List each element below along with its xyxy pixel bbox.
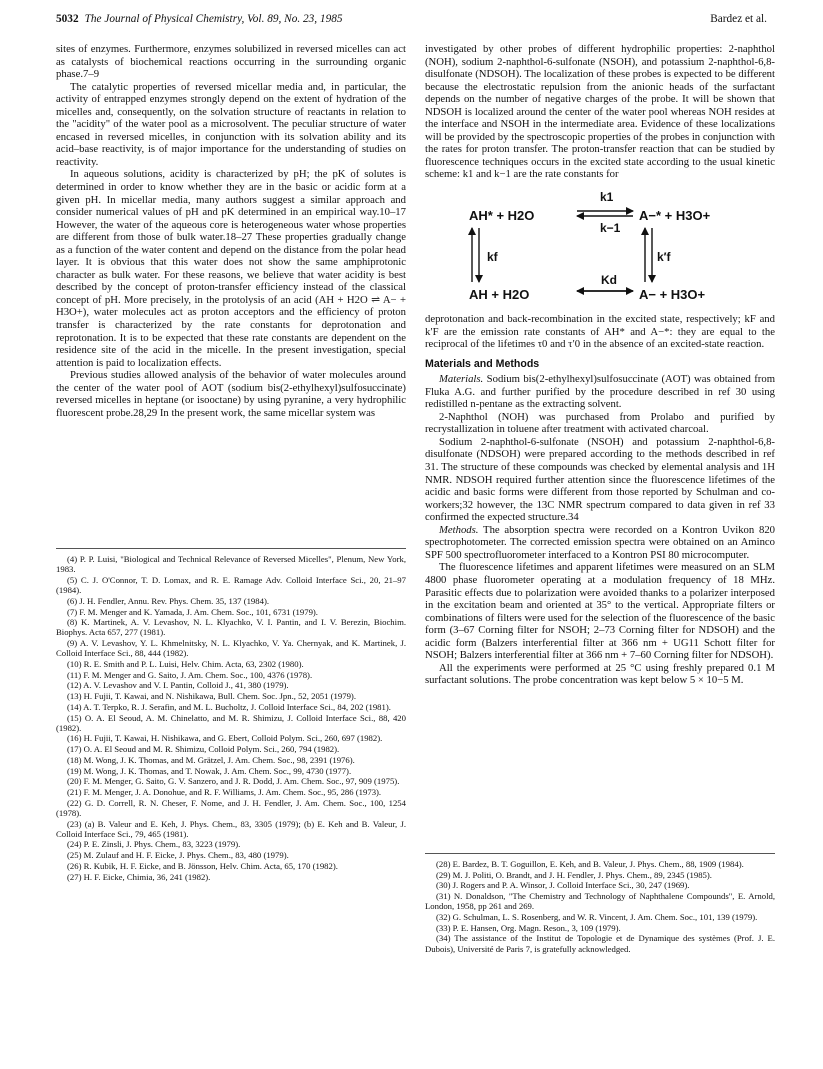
journal-citation: The Journal of Physical Chemistry, Vol. 89, No. 23, 1985 bbox=[84, 13, 343, 25]
reference-item: (23) (a) B. Valeur and E. Keh, J. Phys. Chem., 83, 3305 (1979); (b) E. Keh and B. Valeur, J. Colloid Interface Sci., 79, 465 (1981). bbox=[56, 818, 406, 839]
reference-item: (12) A. V. Levashov and V. I. Pantin, Colloid J., 41, 380 (1979). bbox=[67, 680, 289, 691]
reference-item: (9) A. V. Levashov, Y. L. Khmelnitsky, N. L. Klyachko, V. Ya. Chernyak, and K. Martinek, J. Colloid Interface Sci., 88, 444 (1982). bbox=[56, 638, 406, 659]
header-left bbox=[56, 13, 343, 25]
reference-item: (27) H. F. Eicke, Chimia, 36, 241 (1982). bbox=[67, 871, 211, 882]
reference-item: (5) C. J. O'Connor, T. D. Lomax, and R. E. Ramage Adv. Colloid Interface Sci., 20, 21–97 (1984). bbox=[56, 574, 406, 596]
reference-item: (16) H. Fujii, T. Kawai, H. Nishikawa, and G. Ebert, Colloid Polym. Sci., 260, 697 (1982). bbox=[67, 733, 383, 744]
references-right bbox=[425, 853, 775, 954]
reference-item: (32) G. Schulman, L. S. Rosenberg, and W. R. Vincent, J. Am. Chem. Soc., 101, 139 (1979). bbox=[436, 912, 758, 923]
section-title: Materials and Methods bbox=[425, 357, 540, 370]
reference-item: (31) N. Donaldson, "The Chemistry and Technology of Naphthalene Compounds", E. Arnold, London, 1958, pp 261 and 269. bbox=[425, 891, 775, 912]
equilibrium-constant: Kd bbox=[601, 273, 617, 288]
paragraph: The fluorescence lifetimes and apparent lifetimes were measured on an SLM 4800 phase fluorometer operating at a modulation frequency of 18 MHz. Parasitic effects due to polarization were avoided thanks to a polarizer interposed in the excitation beam and oriented at 35° to the vertical. Appropriate filters or combinations of filters were used for the selection of the fluorescence of the basic form (3–67 Corning filter for NSOH; 2–73 Corning filter for NDSOH) and the acidic form (Balzers interferential filter at 366 nm + UG11 Schott filter for NSOH; Balzers interferential filter at 366 nm + 7–60 Corning filter for NDSOH). bbox=[425, 561, 775, 662]
running-head-authors: Bardez et al. bbox=[710, 13, 767, 25]
right-column bbox=[425, 43, 775, 687]
paragraph: Sodium 2-naphthol-6-sulfonate (NSOH) and potassium 2-naphthol-6,8-disulfonate (NDSOH) were prepared according to the methods described in ref 31. The structure of these compounds was checked by elemental analysis and 1H NMR. NDSOH required further attention since the fluorescence lifetimes of the acidic and basic forms were different from those reported by Schulman and co-workers;32 however, the 13C NMR spectrum compared to data given in ref 33 confirmed the expected structure.34 bbox=[425, 435, 775, 524]
reference-item: (10) R. E. Smith and P. L. Luisi, Helv. Chim. Acta, 63, 2302 (1980). bbox=[67, 659, 304, 670]
paragraph: All the experiments were performed at 25 °C using freshly prepared 0.1 M surfactant solutions. The probe concentration was kept below 5 × 10−5 M. bbox=[425, 661, 775, 687]
reference-item: (17) O. A. El Seoud and M. R. Shimizu, Colloid Polym. Sci., 260, 794 (1982). bbox=[67, 744, 340, 755]
reference-item: (18) M. Wong, J. K. Thomas, and M. Grätzel, J. Am. Chem. Soc., 98, 2391 (1976). bbox=[67, 754, 355, 765]
paragraph bbox=[425, 524, 775, 562]
paragraph: In aqueous solutions, acidity is characterized by pH; the pK of solutes is determined in order to know whether they are in the basic or acidic form at a given pH. In micellar media, many authors suggest a similar approach and consider numerical values of pH and pK determined in an empirical way.10–17 However, the water of the aqueous core is heterogeneous water whose properties are different from those of bulk water.18–27 These properties gradually change as a function of the water content and depend on the distance from the polar head layer. It is obvious that this water does not show the same amphiprotonic character as bulk water. For these reasons, we believe that water acidity is best described by the concept of proton-transfer efficiency instead of the classical concept of pH. More precisely, in the protolysis of an acid (AH + H2O ⇌ A− + H3O+), water molecules act as proton acceptors and the efficiency of proton transfer is characterized by the rate constants for deprotonation and reprotonation. It is to be expected that these rate constants are dependent on the residence site of the acid in the micelle. In the present investigation, special attention is paid to localization effects. bbox=[56, 168, 406, 369]
reference-item: (8) K. Martinek, A. V. Levashov, N. L. Klyachko, V. I. Pantin, and I. V. Berezin, Biochim. Biophys. Acta 657, 277 (1981). bbox=[56, 617, 406, 638]
reference-item: (6) J. H. Fendler, Annu. Rev. Phys. Chem. 35, 137 (1984). bbox=[67, 595, 270, 606]
paragraph: 2-Naphthol (NOH) was purchased from Prolabo and purified by recrystallization in toluene after treatment with activated charcoal. bbox=[425, 410, 775, 436]
rate-constant-right: k′f bbox=[657, 250, 671, 265]
reference-item: (24) P. E. Zinsli, J. Phys. Chem., 83, 3223 (1979). bbox=[67, 839, 241, 850]
reference-item: (13) H. Fujii, T. Kawai, and N. Nishikawa, Bull. Chem. Soc. Jpn., 52, 2051 (1979). bbox=[67, 691, 356, 702]
paragraph: deprotonation and back-recombination in the excited state, respectively; kF and k′F are the emission rate constants of AH* and A−*: they are equal to the reciprocal of the lifetimes τ0 and τ′0 in the absence of an excited-state reaction. bbox=[425, 313, 775, 351]
rate-constant-left: kf bbox=[487, 250, 498, 265]
subsection-label: Materials. bbox=[439, 373, 484, 386]
reference-item: (21) F. M. Menger, J. A. Donohue, and R. F. Williams, J. Am. Chem. Soc., 95, 286 (1973). bbox=[67, 786, 382, 797]
paragraph: sites of enzymes. Furthermore, enzymes solubilized in reversed micelles can act as catalysts of biochemical reactions occurring in the surrounding organic phase.7–9 bbox=[56, 43, 406, 81]
reference-item: (20) F. M. Menger, G. Saito, G. V. Sanzero, and J. R. Dodd, J. Am. Chem. Soc., 97, 909 (1975). bbox=[67, 776, 400, 787]
reference-item: (14) A. T. Terpko, R. J. Serafin, and M. L. Bucholtz, J. Colloid Interface Sci., 84, 202 (1981). bbox=[67, 701, 391, 712]
references-left bbox=[56, 548, 406, 882]
reference-item: (7) F. M. Menger and K. Yamada, J. Am. Chem. Soc., 101, 6731 (1979). bbox=[67, 606, 318, 617]
reference-item: (34) The assistance of the Institut de Topologie et de Dynamique des systèmes (Prof. J. E. Dubois), Université de Paris 7, is gratefully acknowledged. bbox=[425, 933, 775, 954]
rate-constant-forward: k1 bbox=[600, 190, 614, 205]
rate-constant-back: k−1 bbox=[600, 221, 621, 236]
reference-item: (19) M. Wong, J. K. Thomas, and T. Nowak, J. Am. Chem. Soc., 99, 4730 (1977). bbox=[67, 765, 352, 776]
page-number: 5032 bbox=[56, 13, 79, 25]
species-ground-base: A− + H3O+ bbox=[639, 287, 706, 303]
paragraph: The catalytic properties of reversed micellar media and, in particular, the activity of entrapped enzymes strongly depend on the extent of hydration of the micelles and, consequently, on the solvation structure of reactants in relation to the "acidity" of the water pool as a microsolvent. The peculiar structure of water encased in reversed micelles, in conjunction with its solvation ability and its acid–base reactivity, is of major importance for the understanding of studies on reactivity. bbox=[56, 80, 406, 168]
paragraph bbox=[425, 373, 775, 411]
species-excited-base: A−* + H3O+ bbox=[639, 208, 711, 224]
kinetic-scheme-diagram bbox=[425, 187, 775, 309]
running-header bbox=[56, 13, 767, 31]
reference-item: (22) G. D. Correll, R. N. Cheser, F. Nome, and J. H. Fendler, J. Am. Chem. Soc., 100, 1254 (1978). bbox=[56, 797, 406, 818]
reference-item: (28) E. Bardez, B. T. Goguillon, E. Keh, and B. Valeur, J. Phys. Chem., 88, 1909 (1984). bbox=[436, 859, 744, 869]
reference-item: (15) O. A. El Seoud, A. M. Chinelatto, and M. R. Shimizu, J. Colloid Interface Sci., 88, 420 (1982). bbox=[56, 712, 406, 733]
species-ground-acid: AH + H2O bbox=[469, 287, 530, 303]
subsection-label: Methods. bbox=[439, 523, 479, 536]
reference-item: (30) J. Rogers and P. A. Winsor, J. Colloid Interface Sci., 30, 247 (1969). bbox=[436, 880, 690, 891]
reference-item: (11) F. M. Menger and G. Saito, J. Am. Chem. Soc., 100, 4376 (1978). bbox=[67, 669, 313, 680]
paragraph: investigated by other probes of different hydrophilic properties: 2-naphthol (NOH), sodium 2-naphthol-6-sulfonate (NSOH), and potassium 2-naphthol-6,8-disulfonate (NDSOH). The localization of these probes is expected to be different because the electrostatic repulsion from the anionic heads of the surfactant depends on the number of negative charges of the probe. It will be shown that NDSOH is localized around the center of the water pool whereas NOH resides at the interface and NSOH in the intermediate area. Evidence of these localizations will be provided by the spectroscopic properties of the probes in conjunction with the rates for proton transfer. The proton-transfer reaction that can be studied by fluorescence techniques occurs in the excited state according to the usual kinetic scheme: k1 and k−1 are the rate constants for bbox=[425, 43, 775, 181]
reference-item: (26) R. Kubik, H. F. Eicke, and B. Jönsson, Helv. Chim. Acta, 65, 170 (1982). bbox=[67, 860, 338, 871]
species-excited-acid: AH* + H2O bbox=[469, 208, 535, 224]
left-column bbox=[56, 43, 406, 419]
reference-item: (33) P. E. Hansen, Org. Magn. Reson., 3, 109 (1979). bbox=[436, 922, 621, 933]
reference-item: (29) M. J. Politi, O. Brandt, and J. H. Fendler, J. Phys. Chem., 89, 2345 (1985). bbox=[436, 869, 712, 880]
reference-item: (4) P. P. Luisi, "Biological and Technical Relevance of Reversed Micelles", Plenum, New York, 1983. bbox=[56, 554, 406, 575]
kinetic-scheme bbox=[425, 187, 775, 309]
paragraph-text: The absorption spectra were recorded on a Kontron Uvikon 820 spectrophotometer. The corrected emission spectra were obtained on an Aminco SPF 500 spectrofluorometer interfaced to a Kontron PSI 80 microcomputer. bbox=[425, 523, 776, 561]
reference-item: (25) M. Zulauf and H. F. Eicke, J. Phys. Chem., 83, 480 (1979). bbox=[67, 850, 289, 861]
paragraph: Previous studies allowed analysis of the behavior of water molecules around the center of the water pool of AOT (sodium bis(2-ethylhexyl)sulfosuccinate) reversed micelles in heptane (or isooctane) by using pyranine, a very hydrophilic fluorescent probe.28,29 In the present work, the same micellar system was bbox=[56, 369, 406, 419]
paragraph-text: Sodium bis(2-ethylhexyl)sulfosuccinate (AOT) was obtained from Fluka A.G. and further purified by the procedure described in ref 30 using redistilled n-pentane as the extracting solvent. bbox=[425, 373, 776, 411]
